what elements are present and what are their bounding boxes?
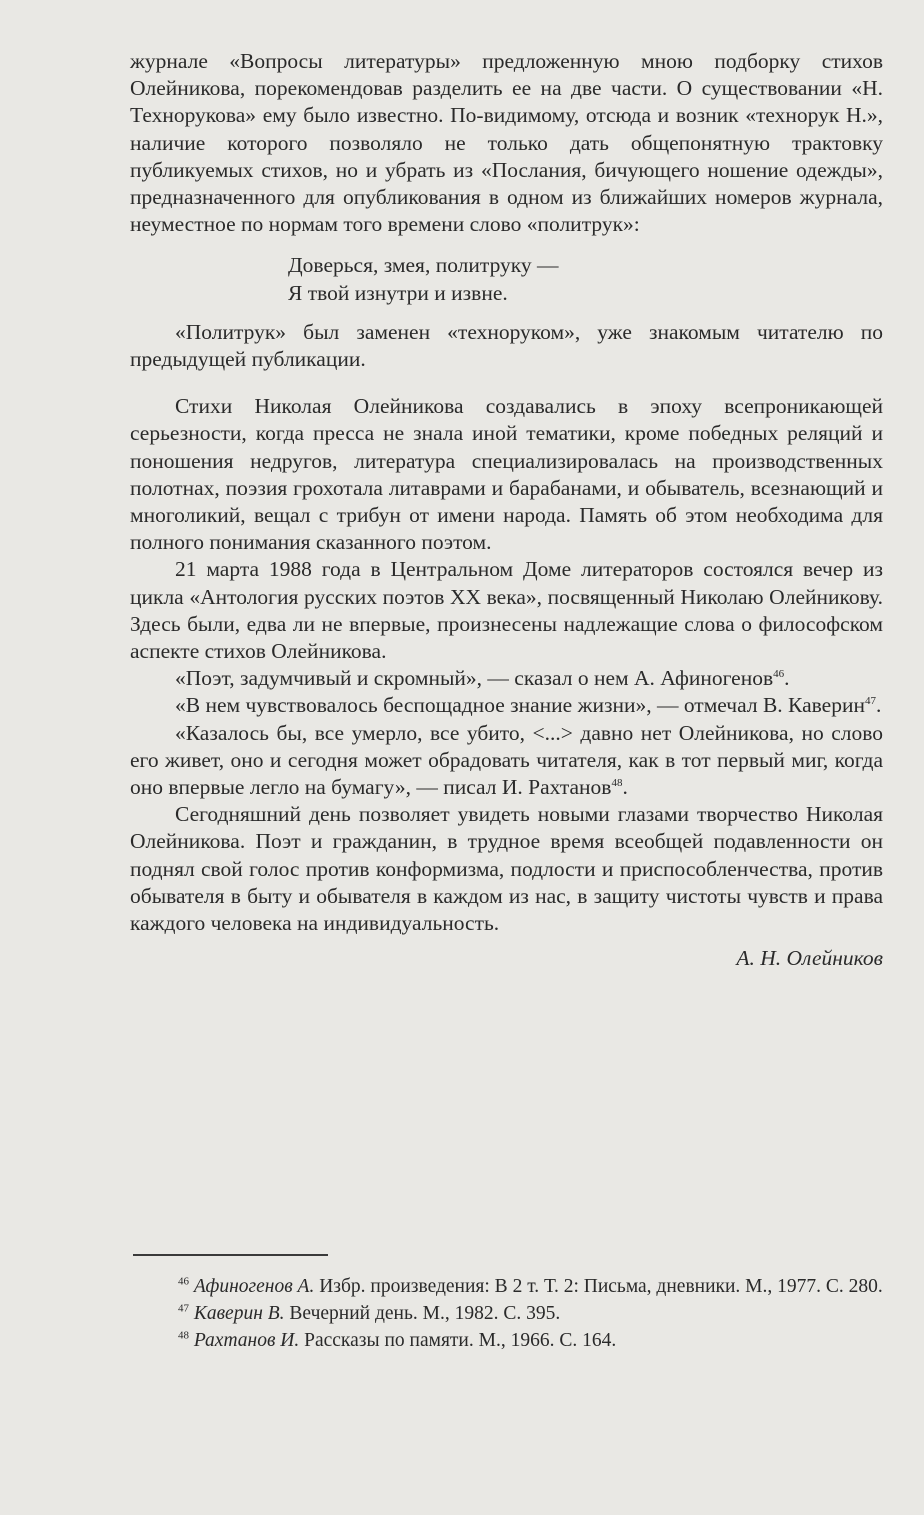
footnote-ref[interactable]: 47 [864, 695, 876, 708]
paragraph: Стихи Николая Олейникова создавались в эпоху всепроникающей серьезности, когда пресса не знала иной тематики, кроме победных реляций и поношения недругов, литература специализировалась на производственных полотнах, поэзия грохотала литаврами и барабанами, и обыватель, всезнающий и многоликий, вещал с трибун от имени народа. Память об этом необходима для полного понимания сказанного поэтом. [130, 394, 883, 555]
verse-line: Я твой изнутри и извне. [288, 280, 508, 305]
paragraph: «Поэт, задумчивый и скромный», — сказал о нем А. Афиногенов$^{46}$. [175, 666, 790, 691]
footnote-number: 47 [178, 1302, 189, 1315]
paragraph: «В нем чувствовалось беспощадное знание жизни», — отмечал В. Каверин$^{47}$. [175, 693, 882, 718]
footnote-text: Избр. произведения: В 2 т. Т. 2: Письма, дневники. М., 1977. С. 280. [314, 1276, 883, 1297]
footnote-author: Рахтанов И. [193, 1330, 300, 1351]
paragraph-text: «В нем чувствовалось беспощадное знание жизни», — отмечал В. Каверин [175, 693, 865, 718]
footnotes [133, 1273, 883, 1354]
verse-line: Доверься, змея, политруку — [288, 253, 559, 278]
footnote-text: Рассказы по памяти. М., 1966. С. 164. [299, 1330, 617, 1351]
footnote-ref[interactable]: 46 [773, 668, 785, 681]
footnote [133, 1300, 883, 1327]
paragraph: «Политрук» был заменен «техноруком», уже знакомым читателю по предыдущей публикации. [130, 319, 883, 372]
footnote-author: Каверин В. [193, 1303, 285, 1324]
paragraph: «Казалось бы, все умерло, все убито, <...> давно нет Олейникова, но слово его живет, оно и сегодня может обрадовать читателя, как в тот первый миг, когда оно впервые легло на бумагу», — писал И. Рахтанов$^{48}$. [130, 720, 883, 800]
paragraph: 21 марта 1988 года в Центральном Доме литераторов состоялся вечер из цикла «Антология русских поэтов XX века», посвященный Николаю Олейникову. Здесь были, едва ли не впервые, произнесены надлежащие слова о философском аспекте стихов Олейникова. [130, 557, 883, 664]
paragraph: журнале «Вопросы литературы» предложенную мною подборку стихов Олейникова, порекомендовав разделить ее на две части. О существовании «Н. Технорукова» ему было известно. По-видимому, отсюда и возник «технорук Н.», наличие которого позволяло не только дать общепонятную трактовку публикуемых стихов, но и убрать из «Послания, бичующего ношение одежды», предназначенного для опубликования в одном из ближайших номеров журнала, неуместное по нормам того времени слово «политрук»: [130, 49, 883, 237]
footnote-author: Афиногенов А. [193, 1276, 315, 1297]
footnote-text: Вечерний день. М., 1982. С. 395. [284, 1303, 561, 1324]
footnote [133, 1273, 883, 1300]
verse-quote [288, 252, 883, 306]
paragraph-text: «Поэт, задумчивый и скромный», — сказал о нем А. Афиногенов [175, 666, 774, 691]
paragraph-text: «Казалось бы, все умерло, все убито, <...> давно нет Олейникова, но слово его живет, оно и сегодня может обрадовать читателя, как в тот первый миг, когда оно впервые легло на бумагу», — писал И. Рахтанов [130, 720, 883, 800]
page-body [130, 48, 883, 973]
footnote [133, 1327, 883, 1354]
footnote-number: 46 [178, 1275, 189, 1288]
signature: А. Н. Олейников [736, 946, 883, 971]
paragraph: Сегодняшний день позволяет увидеть новыми глазами творчество Николая Олейникова. Поэт и гражданин, в трудное время всеобщей подавленности он поднял свой голос против конформизма, подлости и приспособленчества, против обывателя в быту и обывателя в каждом из нас, в защиту чистоты чувств и права каждого человека на индивидуальность. [130, 802, 883, 936]
section-gap [130, 373, 883, 393]
footnote-ref[interactable]: 48 [611, 776, 623, 789]
footnote-divider [133, 1254, 328, 1256]
footnote-number: 48 [178, 1329, 189, 1342]
